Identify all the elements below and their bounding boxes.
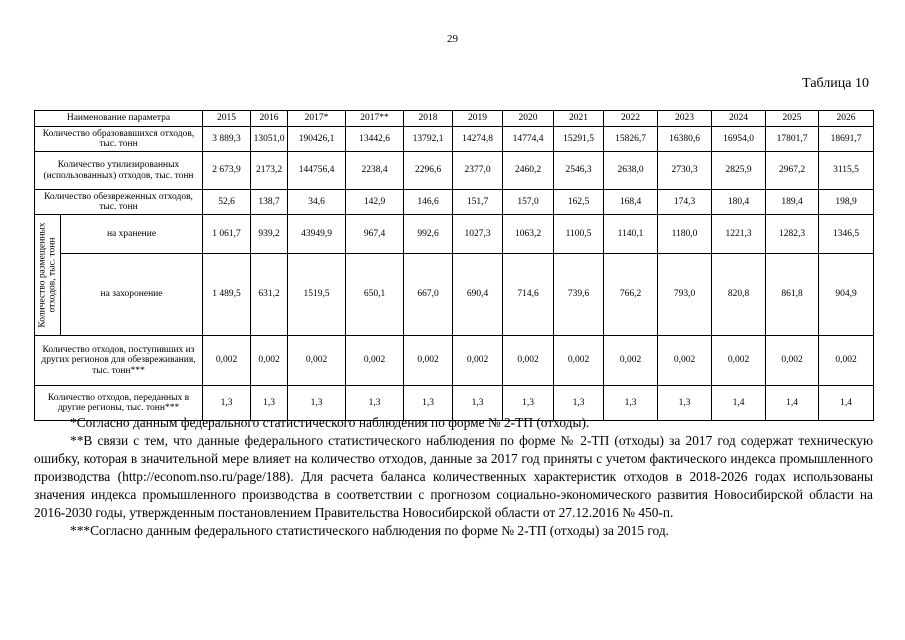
cell: 174,3 [658, 190, 712, 215]
cell: 2825,9 [712, 152, 766, 190]
cell: 793,0 [658, 253, 712, 335]
cell: 0,002 [503, 336, 554, 386]
header-year: 2018 [404, 111, 453, 127]
table-caption: Таблица 10 [802, 76, 869, 91]
cell: 144756,4 [288, 152, 346, 190]
row-label: на захоронение [61, 253, 203, 335]
cell: 1,3 [503, 386, 554, 421]
cell: 189,4 [766, 190, 819, 215]
cell: 967,4 [346, 215, 404, 254]
cell: 0,002 [658, 336, 712, 386]
table-row-burial [35, 253, 874, 335]
cell: 820,8 [712, 253, 766, 335]
cell: 16954,0 [712, 127, 766, 152]
cell: 15826,7 [604, 127, 658, 152]
cell: 17801,7 [766, 127, 819, 152]
table-row-formed [35, 127, 874, 152]
cell: 3115,5 [819, 152, 874, 190]
header-year: 2019 [453, 111, 503, 127]
cell: 0,002 [203, 336, 251, 386]
header-year: 2015 [203, 111, 251, 127]
row-label: Количество образовавшихся отходов, тыс. тонн [35, 127, 203, 152]
cell: 0,002 [766, 336, 819, 386]
cell: 766,2 [604, 253, 658, 335]
cell: 1282,3 [766, 215, 819, 254]
cell: 2967,2 [766, 152, 819, 190]
row-label: Количество обезвреженных отходов, тыс. тонн [35, 190, 203, 215]
cell: 3 889,3 [203, 127, 251, 152]
cell: 1,3 [346, 386, 404, 421]
cell: 1,3 [453, 386, 503, 421]
footnote-3: ***Согласно данным федерального статистического наблюдения по форме № 2-ТП (отходы) за 2015 год. [70, 523, 670, 538]
cell: 1519,5 [288, 253, 346, 335]
cell: 13792,1 [404, 127, 453, 152]
cell: 739,6 [554, 253, 604, 335]
cell: 2238,4 [346, 152, 404, 190]
header-year: 2020 [503, 111, 554, 127]
cell: 180,4 [712, 190, 766, 215]
cell: 939,2 [251, 215, 288, 254]
table-row-imported [35, 336, 874, 386]
footnote-2: **В связи с тем, что данные федерального статистического наблюдения по форме № 2-ТП (отходы) за 2017 год содержат техническую ошибку, которая в значительной мере влияет на количество отходов, данные за 2017 год приняты с учетом фактического индекса промышленного производства (http://econom.nso.ru/page/188). Для расчета баланса количественных характеристик отходов в 2018-2026 годах использованы значения индекса промышленного производства в соответствии с прогнозом социально-экономического развития Новосибирской области на 2016-2030 годы, утвержденным постановлением Правительства Новосибирской области от 27.12.2016 № 450-п. [34, 433, 873, 520]
cell: 1346,5 [819, 215, 874, 254]
cell: 0,002 [251, 336, 288, 386]
cell: 14774,4 [503, 127, 554, 152]
header-year: 2023 [658, 111, 712, 127]
cell: 2 673,9 [203, 152, 251, 190]
row-label: Количество утилизированных (использованных) отходов, тыс. тонн [35, 152, 203, 190]
cell: 151,7 [453, 190, 503, 215]
cell: 714,6 [503, 253, 554, 335]
cell: 1140,1 [604, 215, 658, 254]
cell: 0,002 [346, 336, 404, 386]
cell: 142,9 [346, 190, 404, 215]
cell: 0,002 [288, 336, 346, 386]
cell: 690,4 [453, 253, 503, 335]
header-year: 2025 [766, 111, 819, 127]
cell: 2460,2 [503, 152, 554, 190]
cell: 0,002 [554, 336, 604, 386]
cell: 667,0 [404, 253, 453, 335]
cell: 861,8 [766, 253, 819, 335]
table-row-neutralized [35, 190, 874, 215]
group-label-wrap [37, 215, 58, 335]
header-row [35, 111, 874, 127]
cell: 0,002 [453, 336, 503, 386]
row-label: Количество отходов, переданных в другие регионы, тыс. тонн*** [35, 386, 203, 421]
header-year: 2017* [288, 111, 346, 127]
cell: 146,6 [404, 190, 453, 215]
cell: 52,6 [203, 190, 251, 215]
cell: 1100,5 [554, 215, 604, 254]
cell: 1,3 [604, 386, 658, 421]
header-year: 2026 [819, 111, 874, 127]
cell: 162,5 [554, 190, 604, 215]
row-label: Количество отходов, поступивших из других регионов для обезвреживания, тыс. тонн*** [35, 336, 203, 386]
cell: 0,002 [604, 336, 658, 386]
cell: 18691,7 [819, 127, 874, 152]
cell: 2377,0 [453, 152, 503, 190]
cell: 992,6 [404, 215, 453, 254]
cell: 13442,6 [346, 127, 404, 152]
cell: 1,3 [404, 386, 453, 421]
cell: 1 061,7 [203, 215, 251, 254]
cell: 43949,9 [288, 215, 346, 254]
row-label: на хранение [61, 215, 203, 254]
cell: 0,002 [819, 336, 874, 386]
cell: 1221,3 [712, 215, 766, 254]
cell: 13051,0 [251, 127, 288, 152]
cell: 2546,3 [554, 152, 604, 190]
cell: 1,4 [819, 386, 874, 421]
cell: 1,3 [288, 386, 346, 421]
cell: 198,9 [819, 190, 874, 215]
cell: 1 489,5 [203, 253, 251, 335]
cell: 2638,0 [604, 152, 658, 190]
header-param: Наименование параметра [35, 111, 203, 127]
cell: 157,0 [503, 190, 554, 215]
cell: 2730,3 [658, 152, 712, 190]
cell: 904,9 [819, 253, 874, 335]
cell: 190426,1 [288, 127, 346, 152]
cell: 650,1 [346, 253, 404, 335]
cell: 1,3 [251, 386, 288, 421]
cell: 138,7 [251, 190, 288, 215]
header-year: 2022 [604, 111, 658, 127]
header-year: 2016 [251, 111, 288, 127]
header-year: 2017** [346, 111, 404, 127]
cell: 34,6 [288, 190, 346, 215]
waste-table [34, 110, 874, 421]
cell: 1,4 [712, 386, 766, 421]
header-year: 2021 [554, 111, 604, 127]
group-label-cell [35, 215, 61, 336]
footnote-1: *Согласно данным федерального статистического наблюдения по форме № 2-ТП (отходы). [70, 415, 590, 430]
cell: 1,3 [203, 386, 251, 421]
cell: 2173,2 [251, 152, 288, 190]
cell: 1180,0 [658, 215, 712, 254]
cell: 16380,6 [658, 127, 712, 152]
cell: 1,4 [766, 386, 819, 421]
table-row-utilized [35, 152, 874, 190]
cell: 1,3 [554, 386, 604, 421]
footnotes [34, 414, 873, 540]
cell: 1,3 [658, 386, 712, 421]
page-number: 29 [447, 33, 458, 45]
header-year: 2024 [712, 111, 766, 127]
group-label: Количество размещенных отходов, тыс. тонн [37, 222, 58, 328]
cell: 1027,3 [453, 215, 503, 254]
cell: 631,2 [251, 253, 288, 335]
cell: 14274,8 [453, 127, 503, 152]
table-row-storage [35, 215, 874, 254]
cell: 0,002 [404, 336, 453, 386]
cell: 0,002 [712, 336, 766, 386]
cell: 2296,6 [404, 152, 453, 190]
cell: 168,4 [604, 190, 658, 215]
cell: 1063,2 [503, 215, 554, 254]
cell: 15291,5 [554, 127, 604, 152]
